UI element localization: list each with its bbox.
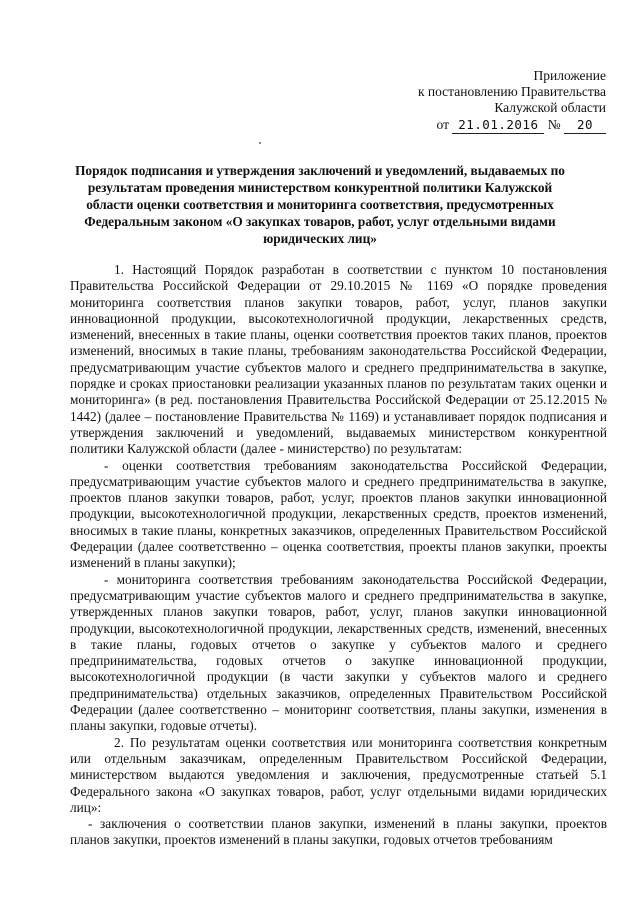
decree-number: 20 bbox=[564, 117, 606, 134]
scan-speck bbox=[259, 142, 261, 144]
decree-date: 21.01.2016 bbox=[452, 117, 544, 134]
appendix-decree-ref: к постановлению Правительства bbox=[417, 84, 606, 99]
document-title: Порядок подписания и утверждения заключений и уведомлений, выдаваемых по результатам проведения министерством конкурентной политики Калужской области оценки соответствия и мониторинга соответствия, предусмотренных Федеральным законом «О закупках товаров, работ, услуг отдельными видами юридических лиц» bbox=[75, 163, 565, 246]
list-item-monitoring: - мониторинга соответствия требованиям законодательства Российской Федерации, предусматривающим участие субъектов малого и среднего предпринимательства в закупке, утвержденных планов закупки товаров, работ, услуг, планов закупки инновационной продукции, высокотехнологичной продукции, лекарственных средств, изменений, внесенных в такие планы, годовых отчетов о закупке у субъектов малого и среднего предпринимательства, годовых отчетов о закупке инновационной продукции, высокотехнологичной продукции (в части закупки у субъектов малого и среднего предпринимательства) отдельных заказчиков, определенных Правительством Российской Федерации (далее соответственно – мониторинг соответствия, планы закупки, изменения в планы закупки, годовые отчеты). bbox=[70, 571, 607, 734]
paragraph-2: 2. По результатам оценки соответствия или мониторинга соответствия конкретным или отдельным заказчикам, определенным Правительством Российской Федерации, министерством выдаются уведомления и заключения, предусмотренные статьей 5.1 Федерального закона «О закупках товаров, работ, услуг отдельными видами юридических лиц»: bbox=[70, 734, 607, 815]
number-prefix: № bbox=[547, 117, 561, 132]
appendix-header bbox=[418, 68, 606, 134]
date-prefix: от bbox=[436, 117, 449, 132]
list-item-assessment: - оценки соответствия требованиям законодательства Российской Федерации, предусматривающим участие субъектов малого и среднего предпринимательства в закупке, проектов планов закупки товаров, работ, услуг, проектов планов закупки инновационной продукции, высокотехнологичной продукции, лекарственных средств, проектов изменений, вносимых в такие планы, конкретных заказчиков, определенных Правительством Российской Федерации (далее соответственно – оценка соответствия, проекты планов закупки, проекты изменений в планы закупки); bbox=[70, 457, 607, 571]
paragraph-1: 1. Настоящий Порядок разработан в соответствии с пунктом 10 постановления Правительства Российской Федерации от 29.10.2015 № 1169 «О порядке проведения мониторинга соответствия планов закупки товаров, работ, услуг, планов закупки инновационной продукции, высокотехнологичной продукции, лекарственных средств, изменений, внесенных в такие планы, оценки соответствия проектов таких планов, проектов изменений, вносимых в такие планы, требованиям законодательства Российской Федерации, предусматривающим участие субъектов малого и среднего предпринимательства в закупке, порядке и сроках приостановки реализации указанных планов по результатам таких оценки и мониторинга» (в ред. постановления Правительства Российской Федерации от 25.12.2015 № 1442) (далее – постановление Правительства № 1169) и устанавливает порядок подписания и утверждения заключений и уведомлений, выдаваемых министерством конкурентной политики Калужской области (далее - министерство) по результатам: bbox=[70, 262, 607, 457]
list-item-conclusions: - заключения о соответствии планов закупки, изменений в планы закупки, проектов планов закупки, проектов изменений в планы закупки, годовых отчетов требованиям bbox=[70, 816, 607, 848]
document-body bbox=[70, 262, 607, 849]
appendix-region: Калужской области bbox=[494, 100, 606, 115]
appendix-date-line bbox=[418, 117, 606, 134]
appendix-label: Приложение bbox=[533, 68, 606, 83]
